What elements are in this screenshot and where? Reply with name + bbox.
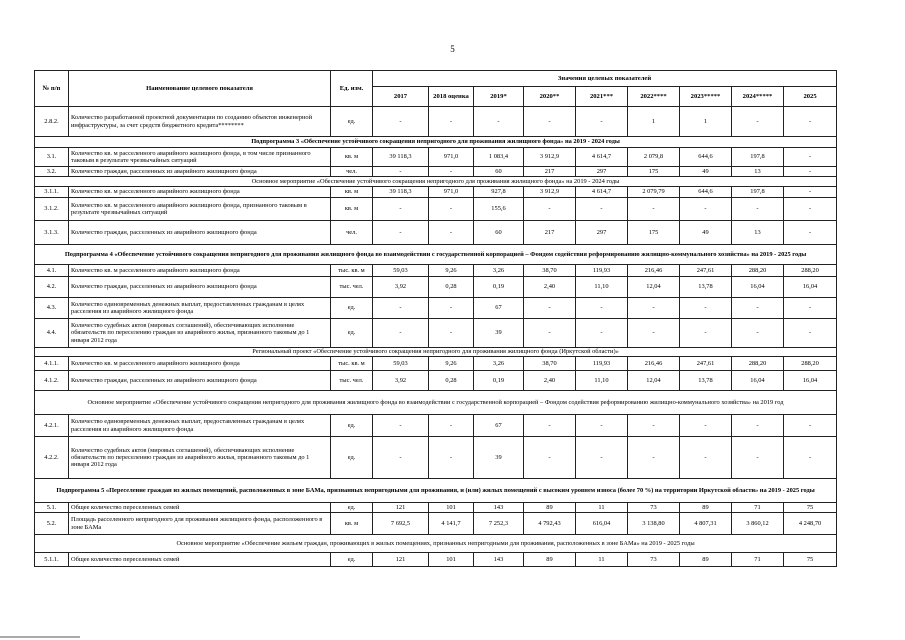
subprogram-row [35, 137, 837, 148]
row-number: 4.1. [35, 265, 69, 277]
value-cell: 3 138,80 [628, 513, 680, 535]
value-cell: 13,78 [680, 277, 732, 298]
value-cell: 0,28 [429, 371, 474, 391]
value-cell: 288,20 [732, 265, 784, 277]
value-cell: - [524, 107, 576, 137]
value-cell: - [429, 319, 474, 348]
value-cell: 4 248,70 [784, 513, 837, 535]
indicator-name: Количество кв. м расселенного аварийного жилищного фонда, признанного таковым в результате чрезвычайных ситуаций [69, 198, 331, 221]
row-number: 4.4. [35, 319, 69, 348]
value-cell: 49 [680, 167, 732, 177]
value-cell: - [784, 167, 837, 177]
value-cell: - [373, 298, 429, 319]
table-row [35, 319, 837, 348]
value-cell: 59,03 [373, 357, 429, 371]
activity-title: Основное мероприятие «Обеспечение устойчивого сокращения непригодного для проживания жилищного фонда» на 2019 - 2024 годы [35, 177, 837, 187]
value-cell: 16,04 [784, 371, 837, 391]
value-cell: 75 [784, 503, 837, 513]
table-row [35, 148, 837, 167]
value-cell: 247,61 [680, 357, 732, 371]
value-cell: 38,70 [524, 357, 576, 371]
value-cell: 119,93 [576, 357, 628, 371]
value-cell: - [429, 167, 474, 177]
value-cell: 4 792,43 [524, 513, 576, 535]
value-cell: 101 [429, 503, 474, 513]
value-cell: 119,93 [576, 265, 628, 277]
value-cell: 11,10 [576, 277, 628, 298]
value-cell: - [429, 298, 474, 319]
table-row [35, 437, 837, 479]
indicator-name: Количество судебных актов (мировых соглашений), обеспечивающих исполнение обязательств по переселению граждан из аварийного жилья, признанного таковым до 1 января 2012 года [69, 319, 331, 348]
value-cell: 16,04 [732, 277, 784, 298]
unit-cell: тыс. кв. м [331, 357, 373, 371]
value-cell: 11,10 [576, 371, 628, 391]
value-cell: - [373, 437, 429, 479]
target-indicators-table [34, 70, 837, 567]
value-cell: 288,20 [732, 357, 784, 371]
value-cell: 971,0 [429, 187, 474, 198]
indicator-name: Количество разработанной проектной документации по созданию объектов инженерной инфраструктуры, за счет средств бюджетного кредита******** [69, 107, 331, 137]
row-number: 3.1. [35, 148, 69, 167]
unit-cell: ед. [331, 107, 373, 137]
value-cell: 2,40 [524, 371, 576, 391]
value-cell: 121 [373, 503, 429, 513]
subprogram-title: Подпрограмма 4 «Обеспечение устойчивого сокращения непригодного для проживания жилищного фонда во взаимодействии с государственной корпорацией – Фондом содействия реформированию жилищно-коммунального хозяйства» на 2019 - 2025 годы [35, 245, 837, 265]
value-cell: 175 [628, 221, 680, 245]
value-cell: 67 [474, 298, 524, 319]
table-body [35, 107, 837, 567]
activity-title: Основное мероприятие «Обеспечение устойчивого сокращения непригодного для проживания жилищного фонда во взаимодействии с государственной корпорацией – Фондом содействия реформированию жилищно-коммунального хозяйства» на 2019 год [35, 391, 837, 415]
value-cell: 197,8 [732, 148, 784, 167]
value-cell: 11 [576, 503, 628, 513]
unit-cell: чел. [331, 167, 373, 177]
table-row [35, 187, 837, 198]
unit-cell: кв. м [331, 187, 373, 198]
value-cell: 4 807,31 [680, 513, 732, 535]
table-row [35, 513, 837, 535]
header-year: 2025 [784, 87, 837, 107]
value-cell: - [680, 415, 732, 437]
value-cell: - [732, 319, 784, 348]
subprogram-title: Подпрограмма 5 «Переселение граждан из жилых помещений, расположенных в зоне БАМа, признанных непригодными для проживания, и (или) жилых помещений с высоким уровнем износа (более 70 %) на территории Иркутской области» на 2019 - 2025 годы [35, 479, 837, 503]
row-number: 3.1.1. [35, 187, 69, 198]
table-row [35, 415, 837, 437]
value-cell: 59,03 [373, 265, 429, 277]
value-cell: - [429, 437, 474, 479]
value-cell: 644,6 [680, 187, 732, 198]
table-header [35, 71, 837, 107]
value-cell: - [576, 415, 628, 437]
table-row [35, 503, 837, 513]
value-cell: 216,46 [628, 265, 680, 277]
value-cell: - [576, 319, 628, 348]
value-cell: 121 [373, 553, 429, 567]
header-values: Значения целевых показателей [373, 71, 837, 87]
value-cell: - [732, 415, 784, 437]
value-cell: - [524, 319, 576, 348]
unit-cell: ед. [331, 415, 373, 437]
header-year: 2018 оценка [429, 87, 474, 107]
indicator-name: Количество граждан, расселенных из аварийного жилищного фонда [69, 277, 331, 298]
value-cell: 12,04 [628, 371, 680, 391]
value-cell: 13 [732, 221, 784, 245]
value-cell: 39 118,3 [373, 148, 429, 167]
value-cell: 616,04 [576, 513, 628, 535]
row-number: 3.2. [35, 167, 69, 177]
value-cell: 13 [732, 167, 784, 177]
value-cell: 1 083,4 [474, 148, 524, 167]
value-cell: - [576, 198, 628, 221]
value-cell: 9,26 [429, 357, 474, 371]
value-cell: - [680, 198, 732, 221]
value-cell: 288,20 [784, 265, 837, 277]
value-cell: 49 [680, 221, 732, 245]
value-cell: - [373, 167, 429, 177]
row-number: 3.1.2. [35, 198, 69, 221]
indicator-name: Количество граждан, расселенных из аварийного жилищного фонда [69, 167, 331, 177]
value-cell: 2,40 [524, 277, 576, 298]
unit-cell: ед. [331, 298, 373, 319]
unit-cell: ед. [331, 553, 373, 567]
activity-row [35, 348, 837, 357]
indicator-name: Количество кв. м расселенного аварийного жилищного фонда, в том числе признанного таковым в результате чрезвычайных ситуаций [69, 148, 331, 167]
table-row [35, 265, 837, 277]
unit-cell: чел. [331, 221, 373, 245]
unit-cell: тыс. чел. [331, 277, 373, 298]
value-cell: 3 860,12 [732, 513, 784, 535]
value-cell: - [524, 415, 576, 437]
table-row [35, 107, 837, 137]
value-cell: 12,04 [628, 277, 680, 298]
value-cell: 39 [474, 319, 524, 348]
value-cell: 89 [524, 553, 576, 567]
indicator-name: Количество граждан, расселенных из аварийного жилищного фонда [69, 371, 331, 391]
value-cell: 89 [680, 553, 732, 567]
page-number: 5 [450, 44, 455, 54]
value-cell: - [429, 198, 474, 221]
value-cell: 3 912,9 [524, 148, 576, 167]
value-cell: 39 118,3 [373, 187, 429, 198]
table-row [35, 371, 837, 391]
table-row [35, 277, 837, 298]
row-number: 4.1.2. [35, 371, 69, 391]
value-cell: - [429, 107, 474, 137]
row-number: 4.2. [35, 277, 69, 298]
value-cell: 2 079,79 [628, 187, 680, 198]
value-cell: - [373, 319, 429, 348]
table-row [35, 553, 837, 567]
value-cell: 75 [784, 553, 837, 567]
value-cell: 216,46 [628, 357, 680, 371]
value-cell: 67 [474, 415, 524, 437]
value-cell: - [628, 415, 680, 437]
unit-cell: кв. м [331, 513, 373, 535]
value-cell: 4 141,7 [429, 513, 474, 535]
value-cell: - [784, 221, 837, 245]
value-cell: - [576, 107, 628, 137]
value-cell: 155,6 [474, 198, 524, 221]
unit-cell: ед. [331, 319, 373, 348]
value-cell: 297 [576, 167, 628, 177]
value-cell: 89 [680, 503, 732, 513]
row-number: 5.1.1. [35, 553, 69, 567]
header-year: 2017 [373, 87, 429, 107]
value-cell: - [732, 437, 784, 479]
activity-row [35, 535, 837, 553]
indicator-name: Общее количество переселенных семей [69, 553, 331, 567]
row-number: 4.1.1. [35, 357, 69, 371]
row-number: 2.8.2. [35, 107, 69, 137]
value-cell: 11 [576, 553, 628, 567]
value-cell: - [524, 437, 576, 479]
value-cell: 39 [474, 437, 524, 479]
unit-cell: кв. м [331, 148, 373, 167]
value-cell: 143 [474, 553, 524, 567]
header-year: 2024***** [732, 87, 784, 107]
value-cell: 60 [474, 167, 524, 177]
value-cell: - [732, 198, 784, 221]
value-cell: 247,61 [680, 265, 732, 277]
value-cell: - [628, 298, 680, 319]
indicator-name: Общее количество переселенных семей [69, 503, 331, 513]
value-cell: - [628, 319, 680, 348]
value-cell: 3 912,9 [524, 187, 576, 198]
value-cell: - [784, 415, 837, 437]
header-unit: Ед. изм. [331, 71, 373, 107]
header-year: 2022**** [628, 87, 680, 107]
value-cell: - [680, 298, 732, 319]
value-cell: - [784, 148, 837, 167]
value-cell: 16,04 [784, 277, 837, 298]
value-cell: - [373, 107, 429, 137]
value-cell: 175 [628, 167, 680, 177]
activity-row [35, 391, 837, 415]
value-cell: - [373, 415, 429, 437]
value-cell: 38,70 [524, 265, 576, 277]
row-number: 4.3. [35, 298, 69, 319]
activity-title: Региональный проект «Обеспечение устойчивого сокращения непригодного для проживания жилищного фонда (Иркутской области)» [35, 348, 837, 357]
unit-cell: ед. [331, 503, 373, 513]
value-cell: - [628, 437, 680, 479]
header-year: 2023***** [680, 87, 732, 107]
value-cell: 2 079,8 [628, 148, 680, 167]
value-cell: - [576, 437, 628, 479]
value-cell: - [784, 319, 837, 348]
value-cell: 7 252,3 [474, 513, 524, 535]
value-cell: 0,28 [429, 277, 474, 298]
value-cell: 1 [680, 107, 732, 137]
unit-cell: тыс. чел. [331, 371, 373, 391]
value-cell: 288,20 [784, 357, 837, 371]
header-name: Наименование целевого показателя [69, 71, 331, 107]
value-cell: 644,6 [680, 148, 732, 167]
value-cell: 73 [628, 503, 680, 513]
value-cell: - [474, 107, 524, 137]
value-cell: - [373, 198, 429, 221]
value-cell: 73 [628, 553, 680, 567]
value-cell: 1 [628, 107, 680, 137]
value-cell: - [373, 221, 429, 245]
value-cell: - [524, 298, 576, 319]
activity-row [35, 177, 837, 187]
value-cell: 3,26 [474, 357, 524, 371]
value-cell: - [732, 298, 784, 319]
value-cell: - [524, 198, 576, 221]
activity-title: Основное мероприятие «Обеспечение жильем граждан, проживающих в жилых помещениях, признанных непригодными для проживания, расположенных в зоне БАМа» на 2019 - 2025 годы [35, 535, 837, 553]
indicator-name: Количество кв. м расселенного аварийного жилищного фонда [69, 187, 331, 198]
table-row [35, 298, 837, 319]
value-cell: - [576, 298, 628, 319]
indicator-name: Количество кв. м расселенного аварийного жилищного фонда [69, 265, 331, 277]
header-year: 2021*** [576, 87, 628, 107]
indicator-name: Количество граждан, расселенных из аварийного жилищного фонда [69, 221, 331, 245]
value-cell: - [429, 221, 474, 245]
value-cell: 101 [429, 553, 474, 567]
value-cell: 197,8 [732, 187, 784, 198]
value-cell: - [784, 187, 837, 198]
value-cell: 71 [732, 503, 784, 513]
value-cell: - [784, 198, 837, 221]
value-cell: - [429, 415, 474, 437]
table-row [35, 167, 837, 177]
value-cell: 217 [524, 221, 576, 245]
row-number: 5.2. [35, 513, 69, 535]
value-cell: - [680, 437, 732, 479]
row-number: 3.1.3. [35, 221, 69, 245]
value-cell: 3,92 [373, 371, 429, 391]
value-cell: 143 [474, 503, 524, 513]
indicator-name: Количество судебных актов (мировых соглашений), обеспечивающих исполнение обязательств по переселению граждан из аварийного жилья, признанного таковым до 1 января 2012 года [69, 437, 331, 479]
value-cell: - [784, 107, 837, 137]
indicator-name: Количество кв. м расселенного аварийного жилищного фонда [69, 357, 331, 371]
unit-cell: кв. м [331, 198, 373, 221]
value-cell: 927,8 [474, 187, 524, 198]
value-cell: - [784, 437, 837, 479]
value-cell: 89 [524, 503, 576, 513]
value-cell: 4 614,7 [576, 187, 628, 198]
header-year: 2019* [474, 87, 524, 107]
value-cell: 60 [474, 221, 524, 245]
value-cell: 7 692,5 [373, 513, 429, 535]
table-row [35, 221, 837, 245]
row-number: 5.1. [35, 503, 69, 513]
row-number: 4.2.2. [35, 437, 69, 479]
table-row [35, 198, 837, 221]
header-year: 2020** [524, 87, 576, 107]
header-num: № п/п [35, 71, 69, 107]
indicator-name: Количество единовременных денежных выплат, предоставленных гражданам в целях расселения из аварийного жилищного фонда [69, 298, 331, 319]
value-cell: - [628, 198, 680, 221]
value-cell: - [732, 107, 784, 137]
row-number: 4.2.1. [35, 415, 69, 437]
value-cell: 297 [576, 221, 628, 245]
indicator-name: Количество единовременных денежных выплат, предоставленных гражданам в целях расселения из аварийного жилищного фонда [69, 415, 331, 437]
value-cell: 3,26 [474, 265, 524, 277]
value-cell: 0,19 [474, 277, 524, 298]
table-row [35, 357, 837, 371]
indicator-name: Площадь расселенного непригодного для проживания жилищного фонда, расположенного в зоне БАМа [69, 513, 331, 535]
value-cell: 9,26 [429, 265, 474, 277]
subprogram-row [35, 245, 837, 265]
value-cell: 217 [524, 167, 576, 177]
value-cell: 971,0 [429, 148, 474, 167]
unit-cell: ед. [331, 437, 373, 479]
value-cell: 3,92 [373, 277, 429, 298]
value-cell: 4 614,7 [576, 148, 628, 167]
value-cell: 71 [732, 553, 784, 567]
subprogram-row [35, 479, 837, 503]
unit-cell: тыс. кв. м [331, 265, 373, 277]
value-cell: 0,19 [474, 371, 524, 391]
footer-divider [0, 636, 80, 638]
value-cell: 16,04 [732, 371, 784, 391]
value-cell: - [784, 298, 837, 319]
value-cell: 13,78 [680, 371, 732, 391]
value-cell: - [680, 319, 732, 348]
subprogram-title: Подпрограмма 3 «Обеспечение устойчивого сокращения непригодного для проживания жилищного фонда» на 2019 - 2024 годы [35, 137, 837, 148]
